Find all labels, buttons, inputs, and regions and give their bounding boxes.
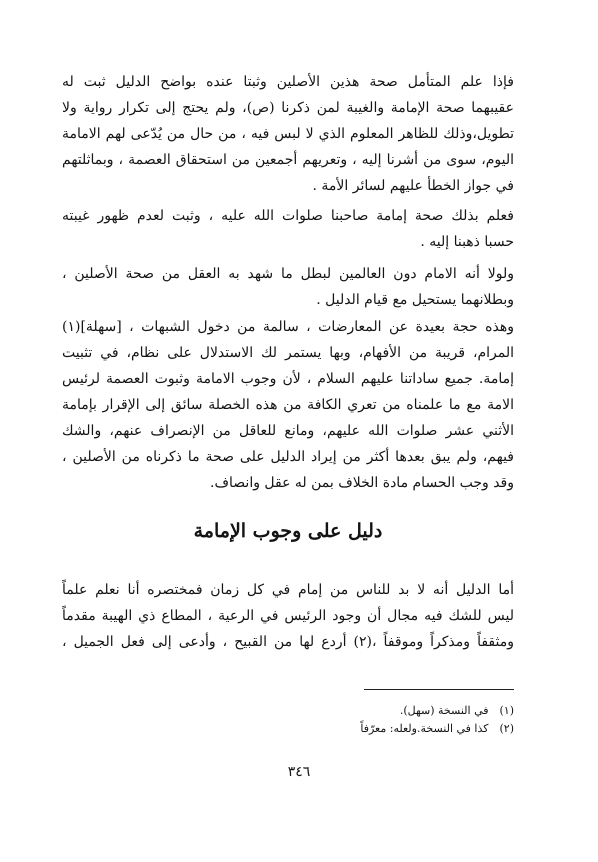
paragraph-2 (62, 203, 514, 255)
text-line: وهذه حجة بعيدة عن المعارضات ، سالمة من دخول الشبهات ، [سهلة](١) (62, 319, 514, 335)
text-line: تطويل،وذلك للظاهر المعلوم الذي لا لبس فيه ، من حال من يُدّعى لهم الامامة (62, 126, 514, 142)
section-heading: دليل على وجوب الإمامة (193, 520, 383, 542)
text-line: فعلم بذلك صحة إمامة صاحبنا صلوات الله عليه ، وثبت لعدم ظهور غيبته (62, 208, 514, 224)
text-line: في جواز الخطأ عليهم لسائر الأمة . (312, 178, 514, 194)
paragraph-3 (62, 261, 514, 313)
text-line: ليس للشك فيه مجال أن وجود الرئيس في الرعية ، المطاع ذي الهيبة مقدماً (62, 608, 514, 624)
text-line: وبطلانهما يستحيل مع قيام الدليل . (316, 292, 514, 308)
footnote-text: كذا في النسخة.ولعله: معرّفاً (360, 722, 489, 735)
text-line: المرام، قريبة من الأفهام، وبها يستمر لك الاستدلال على نظام، في تثبيت (62, 345, 514, 361)
footnote-number: (١) (499, 704, 514, 717)
text-line: عقيبهما صحة الإمامة والغيبة لمن ذكرنا (ص)، ولم يحتج إلى تكرار رواية ولا (62, 100, 514, 116)
footnote-number: (٢) (499, 722, 514, 735)
text-line: الامة مع ما علمناه من تعري الكافة من هذه الخصلة سائق إلى الإقرار بإمامة (62, 397, 514, 413)
text-line: ومثقفاً ومذكراً وموقفاً ،(٢) أردع لها من القبيح ، وأدعى إلى فعل الجميل ، (62, 634, 514, 650)
page-number: ٣٤٦ (287, 764, 311, 780)
text-line: حسبا ذهبنا إليه . (420, 234, 514, 250)
footnote-2 (62, 721, 514, 737)
footnote-text: في النسخة (سهل). (399, 704, 489, 717)
text-line: اليوم، سوى من أشرنا إليه ، وتعريهم أجمعين من استحقاق العصمة ، وبماثلتهم (62, 152, 514, 168)
text-line: ولولا أنه الامام دون العالمين لبطل ما شهد به العقل من صحة الأصلين ، (62, 266, 514, 282)
footnote-1 (62, 703, 514, 719)
text-line: أما الدليل أنه لا بد للناس من إمام في كل زمان فمختصره أنا نعلم علماً (62, 582, 514, 598)
text-line: إمامة. جميع ساداتنا عليهم السلام ، لأن وجوب الامامة وثبوت العصمة لرئيس (62, 371, 514, 387)
text-line: الأثني عشر صلوات الله عليهم، ومانع للعاقل من الإنصراف عنهم، والشك (62, 423, 514, 439)
text-line: وقد وجب الحسام مادة الخلاف بمن له عقل وانصاف. (210, 475, 514, 491)
text-line: فإذا علم المتأمل صحة هذين الأصلين وثبتا عنده بواضح الدليل ثبت له (62, 74, 514, 90)
paragraph-5 (62, 577, 514, 655)
footnote-divider (364, 689, 514, 690)
paragraph-4 (62, 314, 514, 496)
paragraph-1 (62, 69, 514, 199)
text-line: فيهم، ولم يبق بعدها أكثر من إيراد الدليل على صحة ما ذكرناه من الأصلين ، (62, 449, 514, 465)
